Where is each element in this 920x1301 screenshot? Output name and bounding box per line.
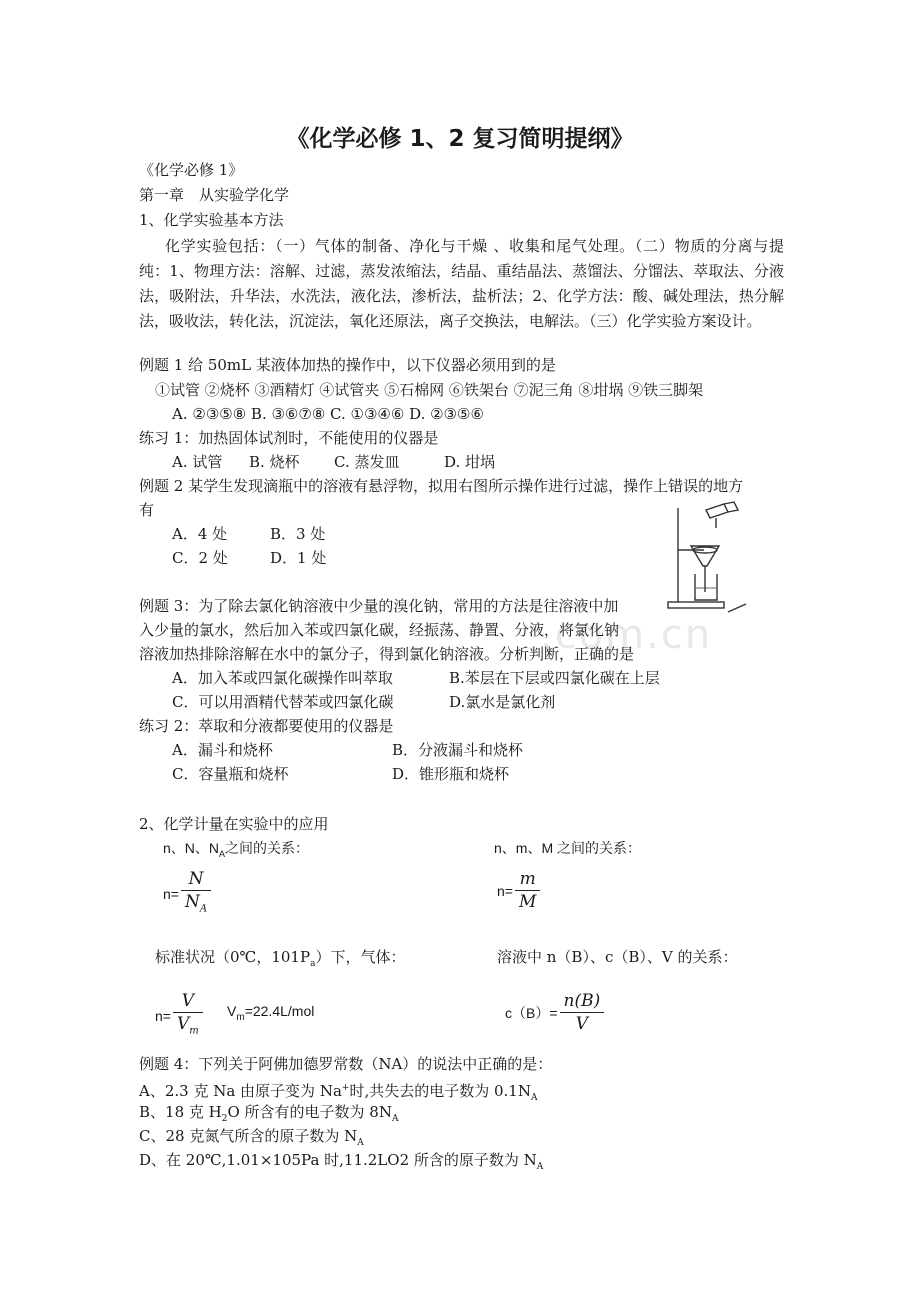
filtration-apparatus-icon [662, 500, 752, 615]
section2-heading: 2、化学计量在实验中的应用 [139, 815, 329, 833]
example4-option-a: A、2.3 克 Na 由原子变为 Na+时,共失去的电子数为 $0.1N_A$ [139, 1082, 538, 1103]
example2-option-b: B．3 处 [270, 525, 326, 543]
practice2-option-c: C．容量瓶和烧杯 [172, 765, 289, 783]
example2-option-c: C．2 处 [172, 549, 228, 567]
example2-option-d: D．1 处 [270, 549, 327, 567]
practice1-option-b: B. 烧杯 [249, 453, 300, 471]
formula-lhs: c（B）= [505, 1004, 558, 1021]
formula-numerator: n(B) [563, 991, 601, 1011]
formula-denominator: $N_A$ [184, 892, 208, 915]
example4-option-d: D、在 20℃,1.01×105Pa 时,11.2LO2 所含的原子数为 $N_A$ [139, 1151, 544, 1172]
example1-items: ①试管 ②烧杯 ③酒精灯 ④试管夹 ⑤石棉网 ⑥铁架台 ⑦泥三角 ⑧坩埚 ⑨铁三脚架 [155, 381, 704, 399]
example1-question: 例题 1 给 50mL 某液体加热的操作中，以下仪器必须用到的是 [139, 356, 556, 374]
practice2-option-d: D．锥形瓶和烧杯 [392, 765, 510, 783]
book-heading: 《化学必修 1》 [139, 161, 244, 179]
example3-option-a: A．加入苯或四氯化碳操作叫萃取 [172, 669, 393, 687]
formula-denominator: V [575, 1014, 589, 1034]
example1-options: A. ②③⑤⑧ B. ③⑥⑦⑧ C. ①③④⑥ D. ②③⑤⑥ [172, 405, 484, 423]
standard-conditions-label: 标准状况（0℃，$101P_a$）下，气体： [155, 948, 406, 969]
chapter-heading: 第一章 从实验学化学 [139, 186, 290, 204]
example3-line2: 入少量的氯水，然后加入苯或四氯化碳，经振荡、静置、分液，将氯化钠 [139, 621, 620, 639]
section1-heading: 1、化学实验基本方法 [139, 211, 284, 229]
example3-line3: 溶液加热排除溶解在水中的氯分子，得到氯化钠溶液。分析判断，正确的是 [139, 645, 635, 663]
formula-lhs: n= [163, 886, 179, 903]
practice1-option-d: D. 坩埚 [444, 453, 496, 471]
molar-volume-value: $V_m=22.4L$/mol [227, 1003, 315, 1023]
formula-lhs: n= [155, 1008, 171, 1025]
practice1-option-a: A. 试管 [172, 453, 223, 471]
formula-n-N-NA [163, 868, 211, 920]
example3-option-b: B.苯层在下层或四氯化碳在上层 [449, 669, 660, 687]
example4-option-c: C、28 克氮气所含的原子数为 $N_A$ [139, 1127, 364, 1148]
formula-c-n-V [505, 990, 604, 1035]
example2-question-cont: 有 [139, 501, 155, 519]
formula-denominator: M [518, 892, 537, 912]
formula-denominator: $V_m$ [176, 1014, 199, 1037]
example3-line1: 例题 3：为了除去氯化钠溶液中少量的溴化钠，常用的方法是往溶液中加 [139, 597, 619, 615]
document-title: 《化学必修 1、2 复习简明提纲》 [286, 126, 634, 152]
formula-lhs: n= [497, 882, 513, 899]
example2-option-a: A．4 处 [172, 525, 228, 543]
watermark: .com.cn [540, 612, 713, 658]
relation2-label: n、m、M 之间的关系： [494, 840, 641, 856]
solution-relation-label: 溶液中 n（B）、c（B）、V 的关系： [497, 948, 738, 966]
formula-numerator: V [181, 991, 194, 1011]
section1-paragraph: 化学实验包括：（一）气体的制备、净化与干燥 、收集和尾气处理。（二）物质的分离与提纯：1、物理方法：溶解、过滤，蒸发浓缩法，结晶、重结晶法、蒸馏法、分馏法、萃取法、分液法，吸附法，升华法，水洗法，液化法，渗析法，盐析法；2、化学方法：酸、碱处理法，热分解法，吸收法，转化法，沉淀法，氧化还原法，离子交换法，电解法。（三）化学实验方案设计。 [139, 237, 784, 330]
example3-option-c: C．可以用酒精代替苯或四氯化碳 [172, 693, 394, 711]
practice2-question: 练习 2：萃取和分液都要使用的仪器是 [139, 717, 394, 735]
practice2-option-a: A．漏斗和烧杯 [172, 741, 273, 759]
formula-numerator: N [188, 869, 204, 889]
practice1-option-c: C. 蒸发皿 [334, 453, 400, 471]
example3-option-d: D.氯水是氯化剂 [449, 693, 556, 711]
practice2-option-b: B．分液漏斗和烧杯 [392, 741, 524, 759]
relation1-label: n、N、$N_A$之间的关系： [163, 840, 310, 859]
example4-question: 例题 4：下列关于阿佛加德罗常数（NA）的说法中正确的是： [139, 1055, 553, 1073]
example2-question: 例题 2 某学生发现滴瓶中的溶液有悬浮物，拟用右图所示操作进行过滤，操作上错误的地方 [139, 477, 744, 495]
formula-n-V-Vm [155, 990, 203, 1042]
formula-n-m-M [497, 868, 540, 913]
formula-numerator: m [519, 869, 536, 889]
example4-option-b: B、18 克 $H_2O$ 所含有的电子数为 $8N_A$ [139, 1103, 399, 1124]
practice1-question: 练习 1：加热固体试剂时，不能使用的仪器是 [139, 429, 439, 447]
